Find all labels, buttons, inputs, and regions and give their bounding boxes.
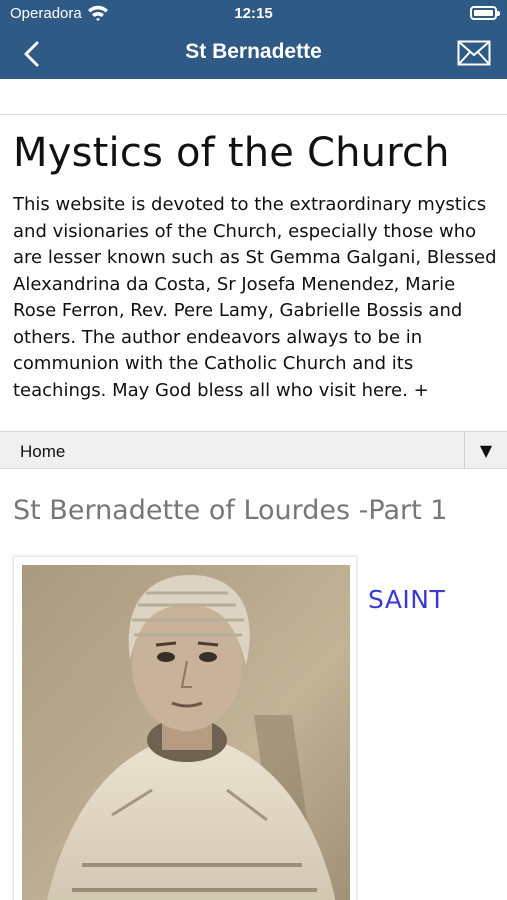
navigation-dropdown[interactable] xyxy=(0,431,507,469)
site-title: Mystics of the Church xyxy=(13,130,450,176)
status-time: 12:15 xyxy=(234,5,273,22)
app-header xyxy=(0,0,507,79)
divider xyxy=(0,114,507,115)
carrier-label: Operadora xyxy=(10,5,82,22)
description-text: This website is devoted to the extraordinary mystics and visionaries of the Church, especially those who are lesser known such as St Gemma Galgani, Blessed Alexandrina da Costa, Sr Josefa Menendez, Marie Rose Ferron, Rev. Pere Lamy, Gabrielle Bossis and others. The author endeavors always to be in communion with the Catholic Church and its teachings. May God bless all who visit here. xyxy=(13,194,497,401)
status-bar xyxy=(0,0,507,28)
post-image-frame xyxy=(13,556,357,900)
site-description xyxy=(13,192,497,404)
post-title[interactable]: St Bernadette of Lourdes -Part 1 xyxy=(13,495,448,526)
portrait-illustration xyxy=(22,565,350,900)
more-toggle[interactable]: + xyxy=(413,379,429,401)
navigation-bar xyxy=(0,28,507,79)
dropdown-arrow-icon[interactable]: ▼ xyxy=(479,440,493,460)
portrait-photo[interactable] xyxy=(22,565,350,900)
mail-button[interactable] xyxy=(457,40,491,66)
battery-icon xyxy=(470,6,497,20)
page-title: St Bernadette xyxy=(185,40,322,63)
post-side-heading: SAINT xyxy=(368,585,446,614)
envelope-icon xyxy=(457,40,491,66)
dropdown-selected-label: Home xyxy=(20,442,66,461)
